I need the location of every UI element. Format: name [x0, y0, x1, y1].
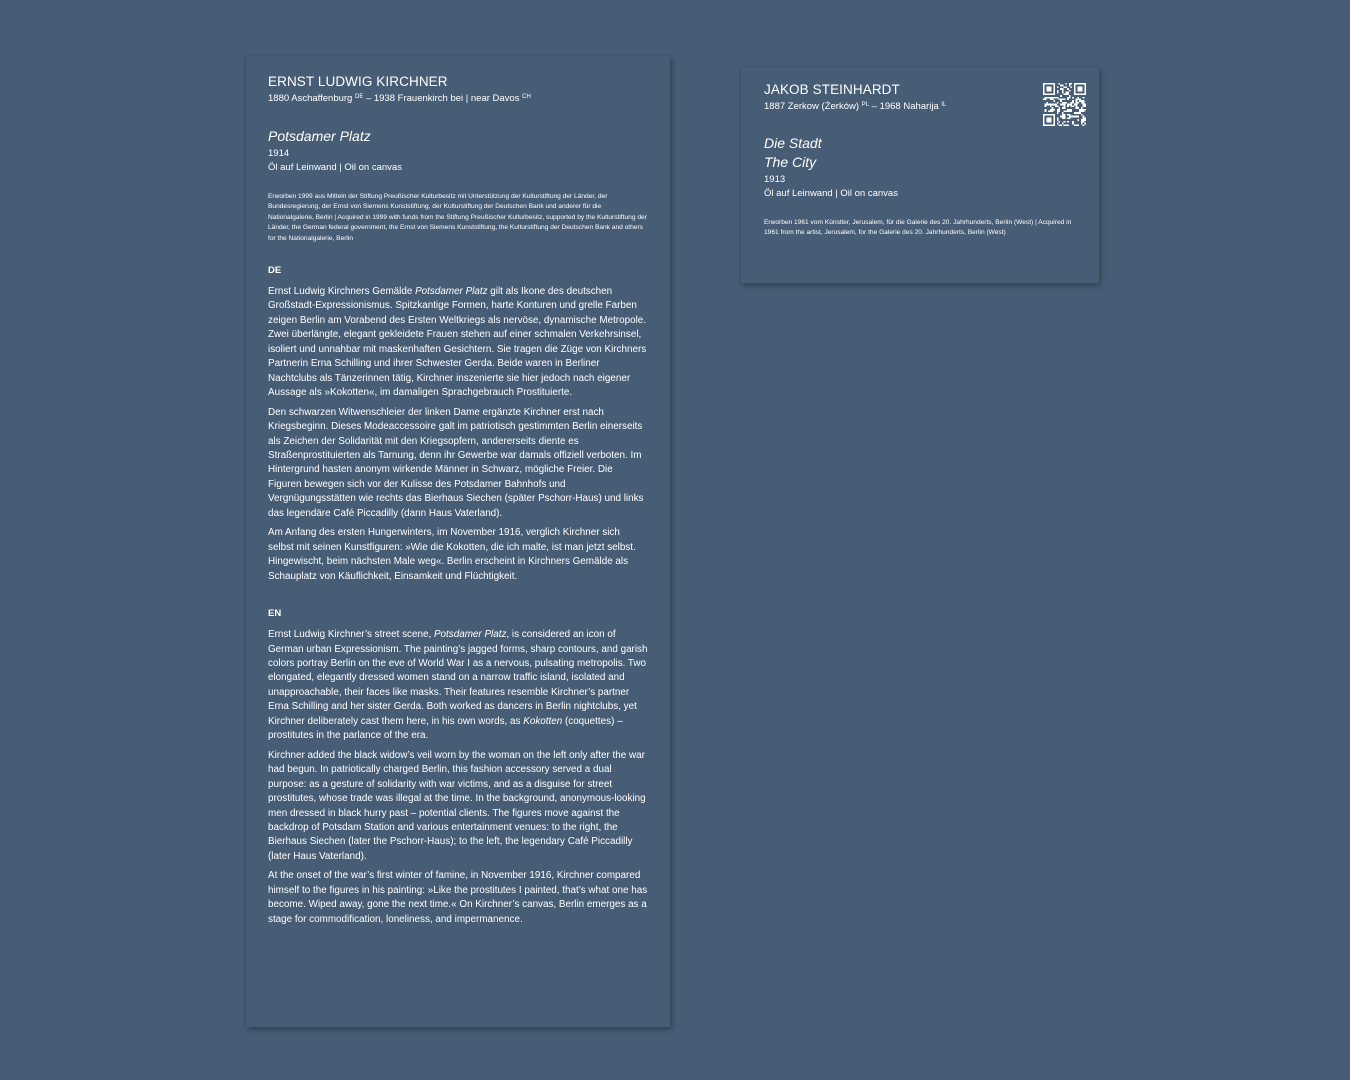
kirchner-en-label: EN [268, 608, 282, 620]
kirchner-de-paragraph-3: Am Anfang des ersten Hungerwinters, im November 1916, verglich Kirchner sich selbst mit seinen Kunstfiguren: »Wie die Kokotten, die ich malte, ist man jetzt selbst. Hingewischt, beim nächsten Male weg«. Berlin erscheint in Kirchners Gemälde als Schauplatz von Käuflichkeit, Einsamkeit und Flüchtigkeit. [268, 527, 636, 582]
kirchner-en-paragraph-1: Ernst Ludwig Kirchner’s street scene, Potsdamer Platz, is considered an icon of German urban Expressionism. The painting’s jagged forms, sharp contours, and garish colors portray Berlin on the eve of World War I as a nervous, pulsating metropolis. Two elongated, elegantly dressed women stand on a narrow traffic island, isolated and unapproachable, their faces like masks. Their features resemble Kirchner’s partner Erna Schilling and her sister Gerda. Both worked as dancers in Berlin nightclubs, yet Kirchner deliberately cast them here, in his own words, as Kokotten (coquettes) – prostitutes in the parlance of the era. [268, 629, 648, 742]
kirchner-artwork-year: 1914 [268, 148, 290, 159]
steinhardt-artist-bio: 1887 Zerkow (Żerków) $^{PL}$ – 1968 Naharija $^{IL}$ [764, 101, 947, 112]
steinhardt-artist-name: JAKOB STEINHARDT [764, 82, 900, 97]
kirchner-label-card [246, 56, 670, 1027]
steinhardt-title-de: Die Stadt [764, 135, 822, 151]
kirchner-en-paragraph-2: Kirchner added the black widow’s veil worn by the woman on the left only after the war had begun. In patriotically charged Berlin, this fashion accessory served a dual purpose: as a gesture of solidarity with war victims, and as a disguise for street prostitutes, whose trade was illegal at the time. In the background, anonymous-looking men dressed in black hurry past – potential clients. The figures move against the backdrop of Potsdam Station and various entertainment venues: to the right, the Bierhaus Siechen (later the Pschorr-Haus); to the left, the legendary Café Piccadilly (later Haus Vaterland). [268, 749, 646, 862]
kirchner-artist-bio: 1880 Aschaffenburg $^{DE}$ – 1938 Frauenkirch bei | near Davos $^{CH}$ [268, 93, 531, 104]
steinhardt-artwork-medium: Öl auf Leinwand | Oil on canvas [764, 187, 898, 199]
kirchner-de-paragraph-1: Ernst Ludwig Kirchners Gemälde Potsdamer Platz gilt als Ikone des deutschen Großstadt-Expressionismus. Spitzkantige Formen, harte Konturen und grelle Farben zeigen Berlin am Vorabend des Ersten Weltkriegs als nervöse, dynamische Metropole. Zwei überlängte, elegant gekleidete Frauen stehen auf einer schmalen Verkehrsinsel, isoliert und unnahbar mit maskenhaften Gesichtern. Sie tragen die Züge von Kirchners Partnerin Erna Schilling und ihrer Schwester Gerda. Beide waren in Berliner Nachtclubs als Tänzerinnen tätig, Kirchner inszenierte sie hier jedoch nach eigener Aussage als »Kokotten«, im damaligen Sprachgebrauch Prostituierte. [268, 286, 647, 399]
kirchner-artwork-medium: Öl auf Leinwand | Oil on canvas [268, 161, 402, 173]
kirchner-credit-line: Erworben 1999 aus Mitteln der Stiftung Preußischer Kulturbesitz mit Unterstützung der Kulturstiftung der Länder, der Bundesregierung, der Ernst von Siemens Kunststiftung, der Kulturstiftung der Deutschen Bank und anderer für die Nationalgalerie, Berlin | Acquired in 1999 with funds from the Stiftung Preußischer Kulturbesitz, supported by the Kulturstiftung der Länder, the German federal government, the Ernst von Siemens Kunststiftung, the Kulturstiftung der Deutschen Bank and others for the Nationalgalerie, Berlin [268, 193, 647, 242]
steinhardt-title-en: The City [764, 154, 817, 170]
kirchner-en-paragraph-3: At the onset of the war’s first winter of famine, in November 1916, Kirchner compared himself to the figures in his painting: »Like the prostitutes I painted, that’s what one has become. Wiped away, gone the next time.« On Kirchner’s canvas, Berlin emerges as a stage for commodification, loneliness, and impermanence. [268, 870, 648, 925]
kirchner-de-paragraph-2: Den schwarzen Witwenschleier der linken Dame ergänzte Kirchner erst nach Kriegsbeginn. Dieses Modeaccessoire galt im patriotisch gestimmten Berlin einerseits als Zeichen der Solidarität mit den Kriegsopfern, andererseits diente es Straßenprostituierten als Tarnung, denn ihr Gewerbe war damals offiziell verboten. Im Hintergrund hasten anonym wirkende Männer in Schwarz, mögliche Freier. Die Figuren bewegen sich vor der Kulisse des Potsdamer Bahnhofs und Vergnügungsstätten wie rechts das Bierhaus Siechen (später Pschorr-Haus) und links das legendäre Café Piccadilly (dann Haus Vaterland). [268, 406, 644, 519]
kirchner-artist-name: ERNST LUDWIG KIRCHNER [268, 74, 448, 89]
kirchner-artwork-title: Potsdamer Platz [268, 128, 371, 144]
qr-code-icon[interactable] [1043, 83, 1086, 126]
kirchner-de-label: DE [268, 265, 282, 277]
steinhardt-artwork-year: 1913 [764, 174, 786, 185]
steinhardt-credit-line: Erworben 1961 vom Künstler, Jerusalem, für die Galerie des 20. Jahrhunderts, Berlin (West) | Acquired in 1961 from the artist, Jerusalem, for the Galerie des 20. Jahrhunderts, Berlin (West) [764, 219, 1072, 237]
steinhardt-label-card [741, 67, 1099, 283]
